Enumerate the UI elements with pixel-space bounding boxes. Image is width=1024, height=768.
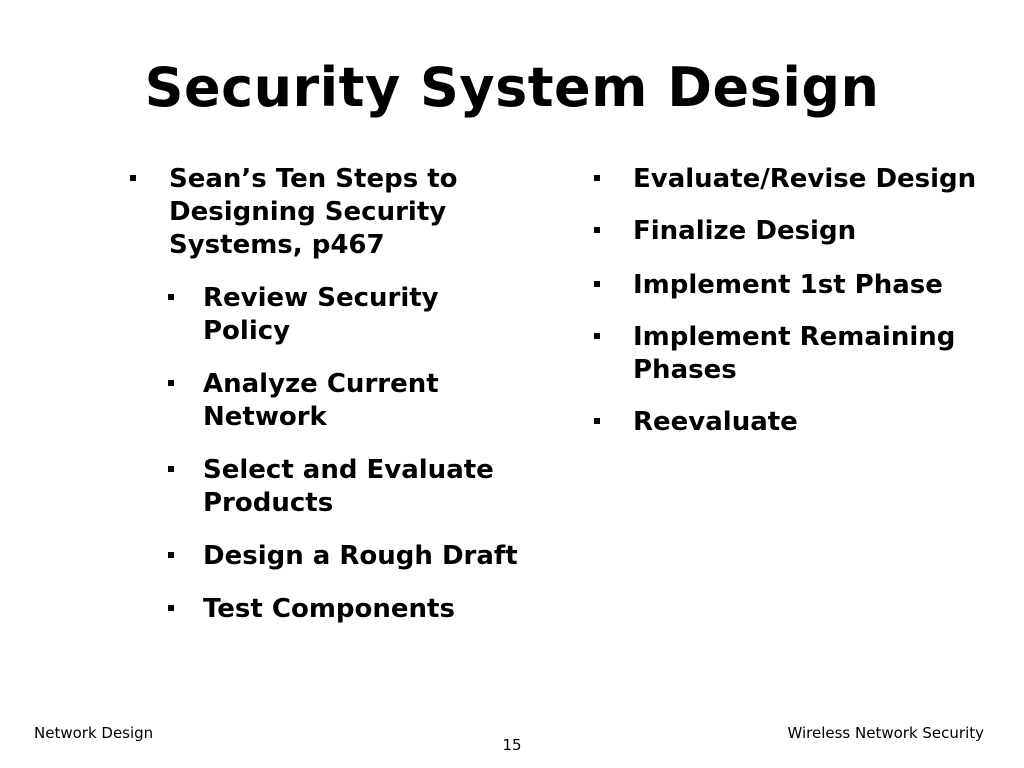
bullet-item	[590, 215, 990, 248]
sub-bullet-item	[126, 454, 526, 520]
bullet-text: Reevaluate	[633, 407, 798, 437]
square-bullet-icon	[168, 294, 174, 300]
square-bullet-icon	[168, 552, 174, 558]
sub-bullet-item	[126, 540, 526, 573]
square-bullet-icon	[168, 380, 174, 386]
square-bullet-icon	[594, 418, 600, 424]
bullet-text: Select and Evaluate Products	[203, 455, 494, 518]
sub-bullet-item	[126, 282, 526, 348]
bullet-item	[126, 163, 526, 262]
slide-title: Security System Design	[144, 56, 880, 119]
bullet-text: Implement Remaining Phases	[633, 322, 956, 385]
bullet-item	[590, 163, 990, 196]
bullet-item	[590, 406, 990, 439]
bullet-text: Implement 1st Phase	[633, 270, 943, 300]
bullet-text: Review Security Policy	[203, 283, 439, 346]
bullet-item	[590, 269, 990, 302]
bullet-text: Analyze Current Network	[203, 369, 439, 432]
square-bullet-icon	[594, 227, 600, 233]
footer-left-text: Network Design	[34, 724, 154, 742]
page-number: 15	[502, 736, 522, 754]
square-bullet-icon	[168, 466, 174, 472]
bullet-text: Evaluate/Revise Design	[633, 164, 977, 194]
square-bullet-icon	[130, 175, 136, 181]
bullet-text: Test Components	[203, 594, 455, 624]
sub-bullet-item	[126, 368, 526, 434]
left-bullet-list	[126, 163, 526, 626]
square-bullet-icon	[594, 175, 600, 181]
bullet-item	[590, 321, 990, 387]
bullet-text: Finalize Design	[633, 216, 857, 246]
square-bullet-icon	[168, 605, 174, 611]
footer-right-text: Wireless Network Security	[787, 724, 984, 742]
square-bullet-icon	[594, 281, 600, 287]
right-bullet-list	[590, 163, 990, 439]
bullet-text: Sean’s Ten Steps to Designing Security Systems, p467	[169, 164, 458, 260]
square-bullet-icon	[594, 333, 600, 339]
bullet-text: Design a Rough Draft	[203, 541, 518, 571]
sub-bullet-item	[126, 593, 526, 626]
